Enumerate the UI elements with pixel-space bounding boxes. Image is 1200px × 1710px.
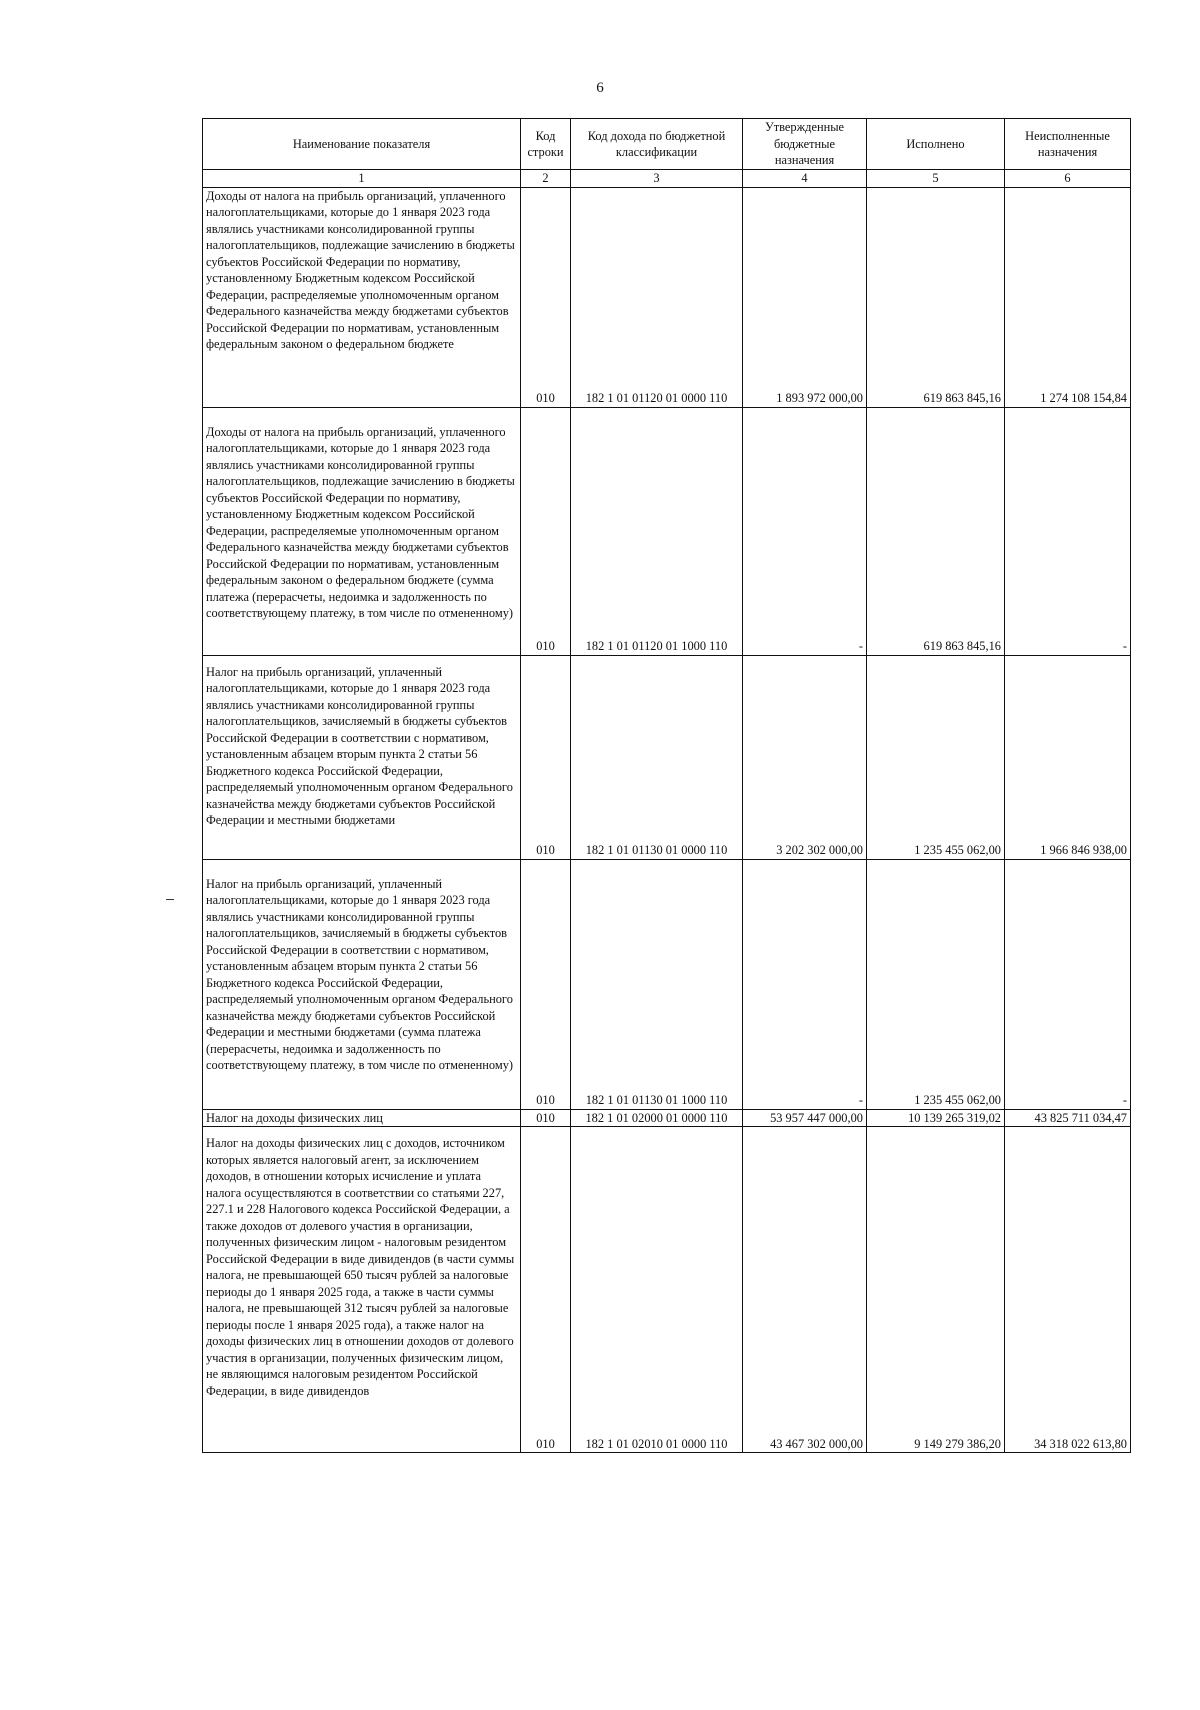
row-approved: - — [743, 407, 867, 655]
row-name: Налог на доходы физических лиц с доходов, источником которых является налоговый агент, за исключением доходов, в отношении которых исчисление и уплата налога осуществляются в соответствии со статьями 227, 227.1 и 228 Налогового кодекса Российской Федерации, а также доходов от долевого участия в организации, полученных физическим лицом - налоговым резидентом Российской Федерации в виде дивидендов (в части суммы налога, не превышающей 650 тысяч рублей за налоговые периоды до 1 января 2025 года, а также в части суммы налога, не превышающей 312 тысяч рублей за налоговые периоды после 1 января 2025 года), а также налог на доходы физических лиц в отношении доходов от долевого участия в организации, полученных физическим лицом, не являющимся налоговым резидентом Российской Федерации, в виде дивидендов — [203, 1127, 521, 1453]
row-approved: 53 957 447 000,00 — [743, 1109, 867, 1127]
row-line-code: 010 — [521, 1109, 571, 1127]
row-name: Доходы от налога на прибыль организаций, уплаченного налогоплательщиками, которые до 1 января 2023 года являлись участниками консолидированной группы налогоплательщиков, подлежащие зачислению в бюджеты субъектов Российской Федерации по нормативу, установленному Бюджетным кодексом Российской Федерации, распределяемые уполномоченным органом Федерального казначейства между бюджетами субъектов Российской Федерации по нормативам, установленным федеральным законом о федеральном бюджете — [203, 187, 521, 407]
table-row — [203, 655, 1131, 859]
row-unexecuted: - — [1005, 859, 1131, 1109]
header-executed: Исполнено — [867, 119, 1005, 170]
row-line-code: 010 — [521, 187, 571, 407]
row-approved: 43 467 302 000,00 — [743, 1127, 867, 1453]
row-unexecuted: - — [1005, 407, 1131, 655]
row-executed: 1 235 455 062,00 — [867, 655, 1005, 859]
table-body — [203, 187, 1131, 1453]
row-name: Налог на прибыль организаций, уплаченный налогоплательщиками, которые до 1 января 2023 года являлись участниками консолидированной группы налогоплательщиков, зачисляемый в бюджеты субъектов Российской Федерации в соответствии с нормативом, установленным абзацем вторым пункта 2 статьи 56 Бюджетного кодекса Российской Федерации, распределяемый уполномоченным органом Федерального казначейства между бюджетами субъектов Российской Федерации и местными бюджетами (сумма платежа (перерасчеты, недоимка и задолженность по соответствующему платежу, в том числе по отмененному) — [203, 859, 521, 1109]
column-number: 3 — [571, 170, 743, 188]
table-row — [203, 407, 1131, 655]
row-unexecuted: 43 825 711 034,47 — [1005, 1109, 1131, 1127]
row-name: Налог на доходы физических лиц — [203, 1109, 521, 1127]
column-number: 2 — [521, 170, 571, 188]
row-unexecuted: 1 966 846 938,00 — [1005, 655, 1131, 859]
table-row — [203, 1109, 1131, 1127]
row-budget-code: 182 1 01 01120 01 0000 110 — [571, 187, 743, 407]
header-unexecuted: Неисполненные назначения — [1005, 119, 1131, 170]
row-approved: 3 202 302 000,00 — [743, 655, 867, 859]
column-number: 5 — [867, 170, 1005, 188]
row-line-code: 010 — [521, 655, 571, 859]
header-budget-code: Код дохода по бюджетной классификации — [571, 119, 743, 170]
row-executed: 10 139 265 319,02 — [867, 1109, 1005, 1127]
income-report-table — [202, 118, 1131, 1453]
table-row — [203, 1127, 1131, 1453]
row-approved: - — [743, 859, 867, 1109]
table-header — [203, 119, 1131, 188]
column-number: 1 — [203, 170, 521, 188]
row-approved: 1 893 972 000,00 — [743, 187, 867, 407]
header-approved: Утвержденные бюджетные назначения — [743, 119, 867, 170]
row-name: Доходы от налога на прибыль организаций, уплаченного налогоплательщиками, которые до 1 января 2023 года являлись участниками консолидированной группы налогоплательщиков, подлежащие зачислению в бюджеты субъектов Российской Федерации по нормативу, установленному Бюджетным кодексом Российской Федерации, распределяемые уполномоченным органом Федерального казначейства между бюджетами субъектов Российской Федерации по нормативам, установленным федеральным законом о федеральном бюджете (сумма платежа (перерасчеты, недоимка и задолженность по соответствующему платежу, в том числе по отмененному) — [203, 407, 521, 655]
row-name: Налог на прибыль организаций, уплаченный налогоплательщиками, которые до 1 января 2023 года являлись участниками консолидированной группы налогоплательщиков, зачисляемый в бюджеты субъектов Российской Федерации в соответствии с нормативом, установленным абзацем вторым пункта 2 статьи 56 Бюджетного кодекса Российской Федерации, распределяемый уполномоченным органом Федерального казначейства между бюджетами субъектов Российской Федерации и местными бюджетами — [203, 655, 521, 859]
margin-mark — [166, 899, 174, 900]
header-line-code: Код строки — [521, 119, 571, 170]
row-line-code: 010 — [521, 1127, 571, 1453]
column-number: 6 — [1005, 170, 1131, 188]
page-number: 6 — [596, 80, 604, 96]
row-executed: 619 863 845,16 — [867, 407, 1005, 655]
row-budget-code: 182 1 01 01130 01 0000 110 — [571, 655, 743, 859]
row-budget-code: 182 1 01 02010 01 0000 110 — [571, 1127, 743, 1453]
row-unexecuted: 34 318 022 613,80 — [1005, 1127, 1131, 1453]
row-budget-code: 182 1 01 01120 01 1000 110 — [571, 407, 743, 655]
table-row — [203, 859, 1131, 1109]
row-budget-code: 182 1 01 01130 01 1000 110 — [571, 859, 743, 1109]
row-line-code: 010 — [521, 407, 571, 655]
table-row — [203, 187, 1131, 407]
column-number: 4 — [743, 170, 867, 188]
row-line-code: 010 — [521, 859, 571, 1109]
header-name: Наименование показателя — [203, 119, 521, 170]
row-unexecuted: 1 274 108 154,84 — [1005, 187, 1131, 407]
row-budget-code: 182 1 01 02000 01 0000 110 — [571, 1109, 743, 1127]
row-executed: 1 235 455 062,00 — [867, 859, 1005, 1109]
row-executed: 619 863 845,16 — [867, 187, 1005, 407]
row-executed: 9 149 279 386,20 — [867, 1127, 1005, 1453]
